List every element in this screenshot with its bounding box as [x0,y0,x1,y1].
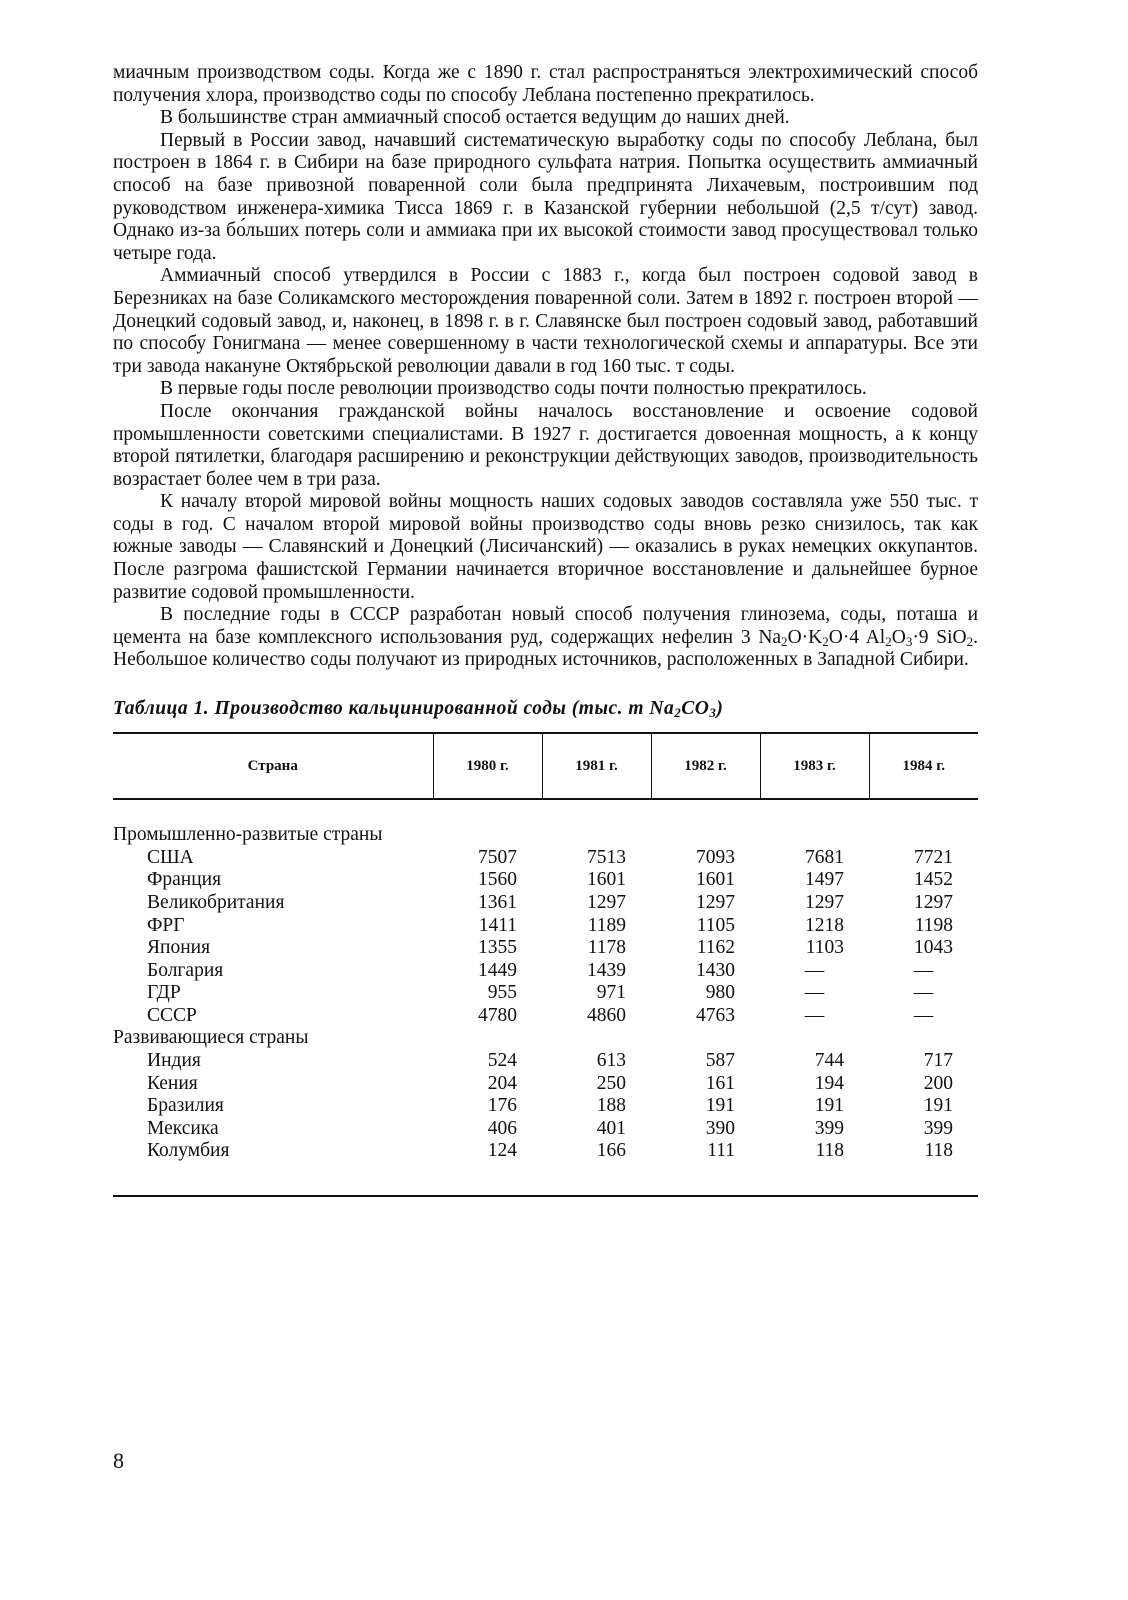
header-year: 1983 г. [760,733,869,799]
paragraph: К началу второй мировой войны мощность наших содовых заводов составляла уже 550 тыс. т соды в год. С началом второй мировой войны производство соды вновь резко снизилось, так как южные заводы — Славянский и Донецкий (Лисичанский) — оказались в руках немецких оккупантов. После разгрома фашистской Германии начинается вторичное восстановление и дальнейшее бурное развитие содовой промышленности. [113,491,978,603]
value-cell: 188 [596,1095,626,1117]
value-cell: 971 [596,982,626,1004]
value-cell: 1297 [587,891,626,913]
value-cell: 399 [923,1117,953,1139]
value-cell: 7681 [805,846,844,868]
empty-cell [433,1027,542,1050]
value-cell: 7507 [478,846,517,868]
value-cell: 613 [596,1050,626,1072]
country-cell: Мексика [147,1117,219,1139]
value-cell: 1497 [805,869,844,891]
paragraph: В первые годы после революции производство соды почти полностью прекратилось. [160,378,867,400]
paragraph-formula: В последние годы в СССР разработан новый способ получения глинозема, соды, поташа и цемента на базе комплексного использования руд, содержащих нефелин 3 $Na_2O\cdot K_2O\cdot 4$ $Al_2O_3\cdot 9$ SiO$_2$. Небольшое количество соды получают из природных источников, расположенных в Западной Сибири. [113,604,979,671]
value-cell: 1103 [805,937,844,959]
value-cell: — [913,1004,934,1026]
value-cell: — [804,982,825,1004]
value-cell: 7093 [696,846,735,868]
value-cell: 401 [596,1117,626,1139]
country-cell: Колумбия [147,1140,230,1162]
table-end-rule [113,1163,978,1196]
header-year: 1981 г. [542,733,651,799]
value-cell: 166 [596,1140,626,1162]
table-row [113,982,978,1005]
value-cell: 1162 [696,937,735,959]
empty-cell [651,824,760,847]
value-cell: 1439 [587,959,626,981]
spacer-cell [113,799,978,824]
page-content [113,62,978,1197]
header-year: 1982 г. [651,733,760,799]
value-cell: 118 [924,1140,953,1162]
paragraph: В большинстве стран аммиачный способ остается ведущим до наших дней. [160,107,790,129]
paragraph: После окончания гражданской войны началось восстановление и освоение содовой промышленности советскими специалистами. В 1927 г. достигается довоенная мощность, а к концу второй пятилетки, благодаря расширению и реконструкции действующих заводов, производительность возрастает более чем в три раза. [113,400,978,490]
value-cell: 524 [487,1050,517,1072]
value-cell: 250 [596,1072,626,1094]
header-year: 1980 г. [433,733,542,799]
table-row [113,892,978,915]
table-row [113,869,978,892]
header-year: 1984 г. [869,733,978,799]
country-cell: Япония [147,937,211,959]
value-cell: 1601 [587,869,626,891]
table-row [113,960,978,983]
value-cell: 124 [487,1140,517,1162]
table-row [113,847,978,870]
country-cell: Кения [147,1072,198,1094]
value-cell: 7721 [914,846,953,868]
country-cell: СССР [147,1004,197,1026]
value-cell: — [804,959,825,981]
country-cell: Франция [147,869,222,891]
value-cell: 390 [705,1117,735,1139]
group-label: Промышленно-развитые страны [113,824,383,846]
value-cell: 191 [814,1095,844,1117]
header-country: Страна [113,733,433,799]
empty-cell [869,1027,978,1050]
empty-cell [542,824,651,847]
value-cell: 587 [705,1050,735,1072]
empty-cell [542,1027,651,1050]
value-cell: 717 [923,1050,953,1072]
country-cell: ГДР [147,982,181,1004]
value-cell: 1198 [914,914,953,936]
table-caption: Таблица 1. Производство кальцинированной соды (тыс. т $Na_2CO_3$) [113,698,724,721]
value-cell: 1105 [696,914,735,936]
value-cell: 406 [487,1117,517,1139]
table-row [113,1140,978,1163]
country-cell: Бразилия [147,1095,224,1117]
group-row-developed [113,824,978,847]
value-cell: — [913,982,934,1004]
value-cell: 1361 [478,891,517,913]
value-cell: 744 [814,1050,844,1072]
end-cell [113,1163,978,1196]
value-cell: 399 [814,1117,844,1139]
empty-cell [651,1027,760,1050]
group-row-developing [113,1027,978,1050]
value-cell: 1297 [914,891,953,913]
value-cell: 1218 [805,914,844,936]
table-row [113,1095,978,1118]
table-header-row [113,733,978,799]
value-cell: 204 [487,1072,517,1094]
value-cell: 980 [705,982,735,1004]
paragraph: миачным производством соды. Когда же с 1890 г. стал распространяться электрохимический способ получения хлора, производство соды по способу Леблана постепенно прекратилось. [113,62,978,106]
value-cell: 1560 [478,869,517,891]
table-row [113,937,978,960]
value-cell: 194 [814,1072,844,1094]
country-cell: Индия [147,1050,201,1072]
country-cell: Болгария [147,959,224,981]
paragraph: Аммиачный способ утвердился в России с 1883 г., когда был построен содовой завод в Березниках на базе Соликамского месторождения поваренной соли. Затем в 1892 г. построен второй — Донецкий содовый завод, и, наконец, в 1898 г. в г. Славянске был построен содовый завод, работавший по способу Гонигмана — менее совершенному в части технологической схемы и аппаратуры. Все эти три завода накануне Октябрьской революции давали в год 160 тыс. т соды. [113,265,978,377]
empty-cell [760,824,869,847]
group-label: Развивающиеся страны [113,1027,309,1049]
empty-cell [760,1027,869,1050]
country-cell: Великобритания [147,891,285,913]
empty-cell [869,824,978,847]
value-cell: 1430 [696,959,735,981]
page-number: 8 [113,1448,124,1473]
value-cell: 161 [705,1072,735,1094]
value-cell: 1297 [696,891,735,913]
paragraph: Первый в России завод, начавший систематическую выработку соды по способу Леблана, был построен в 1864 г. в Сибири на базе природного сульфата натрия. Попытка осуществить аммиачный способ на базе привозной поваренной соли была предпринята Лихачевым, построившим под руководством инженера-химика Тисса 1869 г. в Казанской губернии небольшой (2,5 т/сут) завод. Однако из-за бо́льших потерь соли и аммиака при их высокой стоимости завод просуществовал только четыре года. [113,129,978,264]
value-cell: 1355 [478,937,517,959]
value-cell: 191 [705,1095,735,1117]
value-cell: 1411 [478,914,517,936]
value-cell: 111 [707,1140,735,1162]
value-cell: 1189 [587,914,626,936]
country-cell: США [147,846,194,868]
value-cell: 118 [815,1140,844,1162]
value-cell: 955 [487,982,517,1004]
table-row [113,1118,978,1141]
value-cell: 1297 [805,891,844,913]
value-cell: — [804,1004,825,1026]
value-cell: 1178 [587,937,626,959]
table-row [113,1050,978,1073]
value-cell: 4860 [587,1004,626,1026]
value-cell: 191 [923,1095,953,1117]
value-cell: 7513 [587,846,626,868]
value-cell: 176 [487,1095,517,1117]
value-cell: 200 [923,1072,953,1094]
value-cell: 1452 [914,869,953,891]
value-cell: 1043 [914,937,953,959]
table-row [113,914,978,937]
table-spacer [113,799,978,824]
value-cell: — [913,959,934,981]
value-cell: 4763 [696,1004,735,1026]
value-cell: 1601 [696,869,735,891]
country-cell: ФРГ [147,914,185,936]
value-cell: 1449 [478,959,517,981]
production-table [113,732,978,1197]
empty-cell [433,824,542,847]
table-row [113,1005,978,1028]
table-row [113,1073,978,1096]
value-cell: 4780 [478,1004,517,1026]
